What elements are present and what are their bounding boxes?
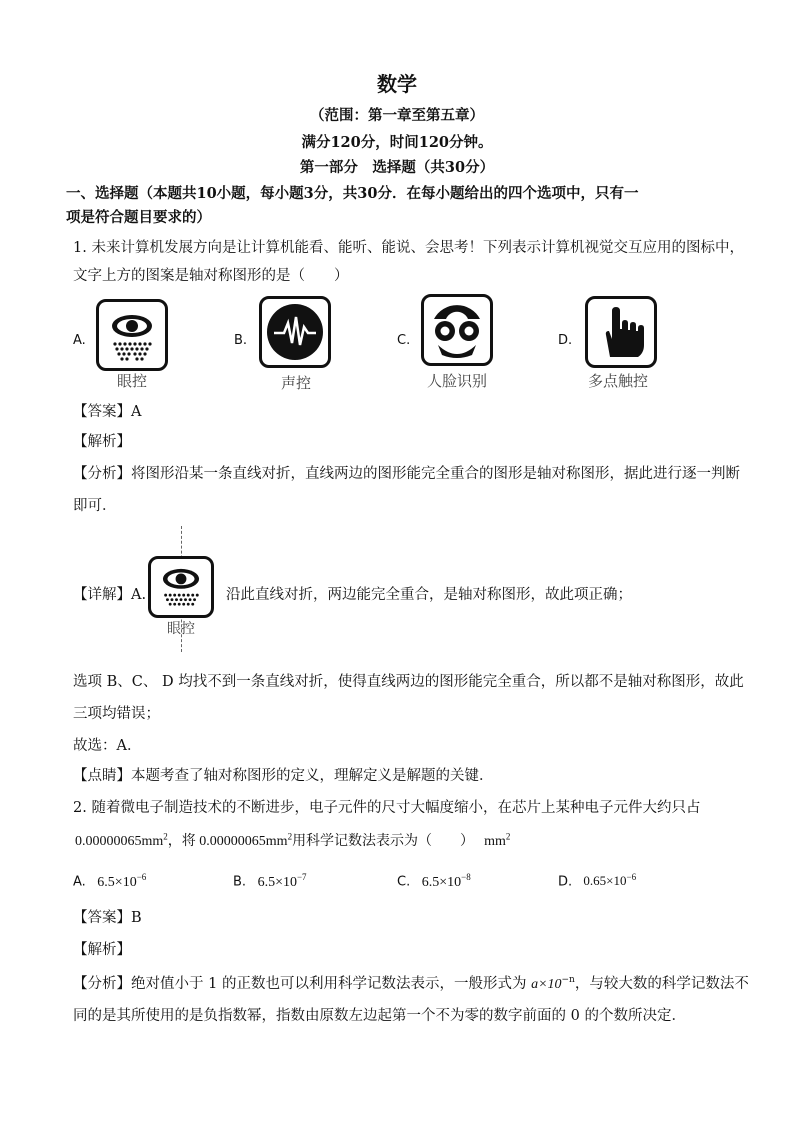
voice-control-icon: [262, 299, 328, 365]
q2-option-a: [73, 872, 146, 891]
q2-value: 0.00000065mm: [75, 834, 164, 849]
q1-detail2-line2: 三项均错误；: [73, 706, 160, 722]
q1-detail-icon-box: [148, 556, 214, 618]
q2-mid-exp: 2: [287, 831, 293, 842]
q1-option-c-caption: 人脸识别: [426, 372, 487, 390]
q2-option-b: [233, 872, 307, 891]
q2-option-a-exp: −6: [136, 872, 147, 882]
q1-option-a-label: A.: [73, 333, 86, 348]
q2-unit-exp: 2: [505, 831, 511, 842]
q1-stem-line2: 文字上方的图案是轴对称图形的是（ ）: [73, 268, 349, 284]
q2-option-b-base: 6.5×10: [257, 874, 297, 890]
section-heading-line1: 一、选择题（本题共10小题，每小题3分，共30分．在每小题给出的四个选项中，只有一: [66, 185, 639, 202]
q1-option-d-caption: 多点触控: [587, 372, 648, 390]
q2-analysis-text-b: ，与较大数的科学记数法不: [574, 976, 749, 992]
q2-option-b-exp: −7: [296, 872, 307, 882]
q1-choose: 故选：A．: [73, 738, 142, 754]
q2-formula-exp: −n: [561, 975, 575, 986]
page-title: 数学: [377, 72, 417, 96]
eye-control-icon: [151, 559, 211, 615]
score-time: 满分120分，时间120分钟。: [301, 134, 493, 151]
q2-option-b-label: B.: [233, 874, 247, 890]
q1-option-c-label: C.: [397, 333, 411, 348]
q2-stem-line1: 2. 随着微电子制造技术的不断进步，电子元件的尺寸大幅度缩小，在芯片上某种电子元件大约只占: [73, 800, 701, 816]
q2-option-c-exp: −8: [461, 872, 471, 882]
q1-option-b-label: B.: [234, 333, 248, 348]
q2-unit: mm: [484, 834, 506, 849]
multi-touch-icon: [588, 299, 654, 365]
section-heading-line2: 项是符合题目要求的）: [66, 209, 211, 226]
q1-option-b-icon-box: [259, 296, 331, 368]
q1-answer: 【答案】A: [73, 404, 142, 420]
q1-option-b-caption: 声控: [280, 374, 311, 392]
q1-analysis-line1: 【分析】将图形沿某一条直线对折，直线两边的图形能完全重合的图形是轴对称图形，据此进行逐一判断: [73, 466, 740, 482]
q2-value-exp: 2: [163, 831, 168, 842]
q2-analysis-line1: [73, 972, 749, 993]
q1-detail-prefix: 【详解】A.: [73, 587, 147, 603]
q2-option-a-label: A.: [73, 874, 86, 890]
q2-option-d-exp: −6: [626, 872, 637, 882]
q2-stem-line2: [75, 830, 510, 850]
q1-analysis-line2: 即可．: [73, 498, 117, 514]
q2-mid: ，将 0.00000065mm: [167, 834, 288, 849]
q1-analysis-title: 【解析】: [73, 434, 131, 450]
q2-option-c-label: C.: [397, 874, 411, 890]
q1-option-d-label: D.: [558, 333, 573, 348]
q2-option-d-base: 0.65×10: [583, 873, 627, 889]
q1-detail2-line1: 选项 B、C、 D 均找不到一条直线对折，使得直线两边的图形能完全重合，所以都不是轴对称图形，故此: [73, 674, 744, 690]
q1-option-a-icon-box: [96, 299, 168, 371]
q2-option-c-base: 6.5×10: [421, 874, 462, 890]
q2-option-a-base: 6.5×10: [97, 874, 137, 890]
part-heading: 第一部分 选择题（共30分）: [299, 159, 495, 176]
q1-detail-text: 沿此直线对折，两边能完全重合，是轴对称图形，故此项正确；: [226, 587, 632, 603]
exam-scope: （范围：第一章至第五章）: [310, 107, 484, 124]
q1-detail-caption: 眼控: [167, 621, 195, 637]
q2-formula: a×10: [531, 977, 562, 992]
q1-option-c-icon-box: [421, 294, 493, 366]
q1-stem-line1: 1. 未来计算机发展方向是让计算机能看、能听、能说、会思考！下列表示计算机视觉交互应用的图标中，: [73, 240, 744, 256]
eye-control-icon: [99, 302, 165, 368]
q2-analysis-title: 【解析】: [73, 942, 131, 958]
q2-option-c: [397, 872, 471, 891]
q1-option-d-icon-box: [585, 296, 657, 368]
q2-answer: 【答案】B: [73, 910, 142, 926]
q2-mid2: 用科学记数法表示为（ ）: [292, 834, 475, 849]
q2-analysis-text-a: 【分析】绝对值小于 1 的正数也可以利用科学记数法表示，一般形式为: [73, 976, 532, 992]
q2-analysis-line2: 同的是其所使用的是负指数幂，指数由原数左边起第一个不为零的数字前面的 0 的个数所决定．: [73, 1008, 686, 1024]
q2-option-d: [558, 872, 636, 889]
q2-option-d-label: D.: [558, 874, 573, 890]
q1-comment: 【点睛】本题考查了轴对称图形的定义，理解定义是解题的关键．: [73, 768, 494, 784]
q1-option-a-caption: 眼控: [116, 372, 147, 390]
face-recognition-icon: [424, 297, 490, 363]
